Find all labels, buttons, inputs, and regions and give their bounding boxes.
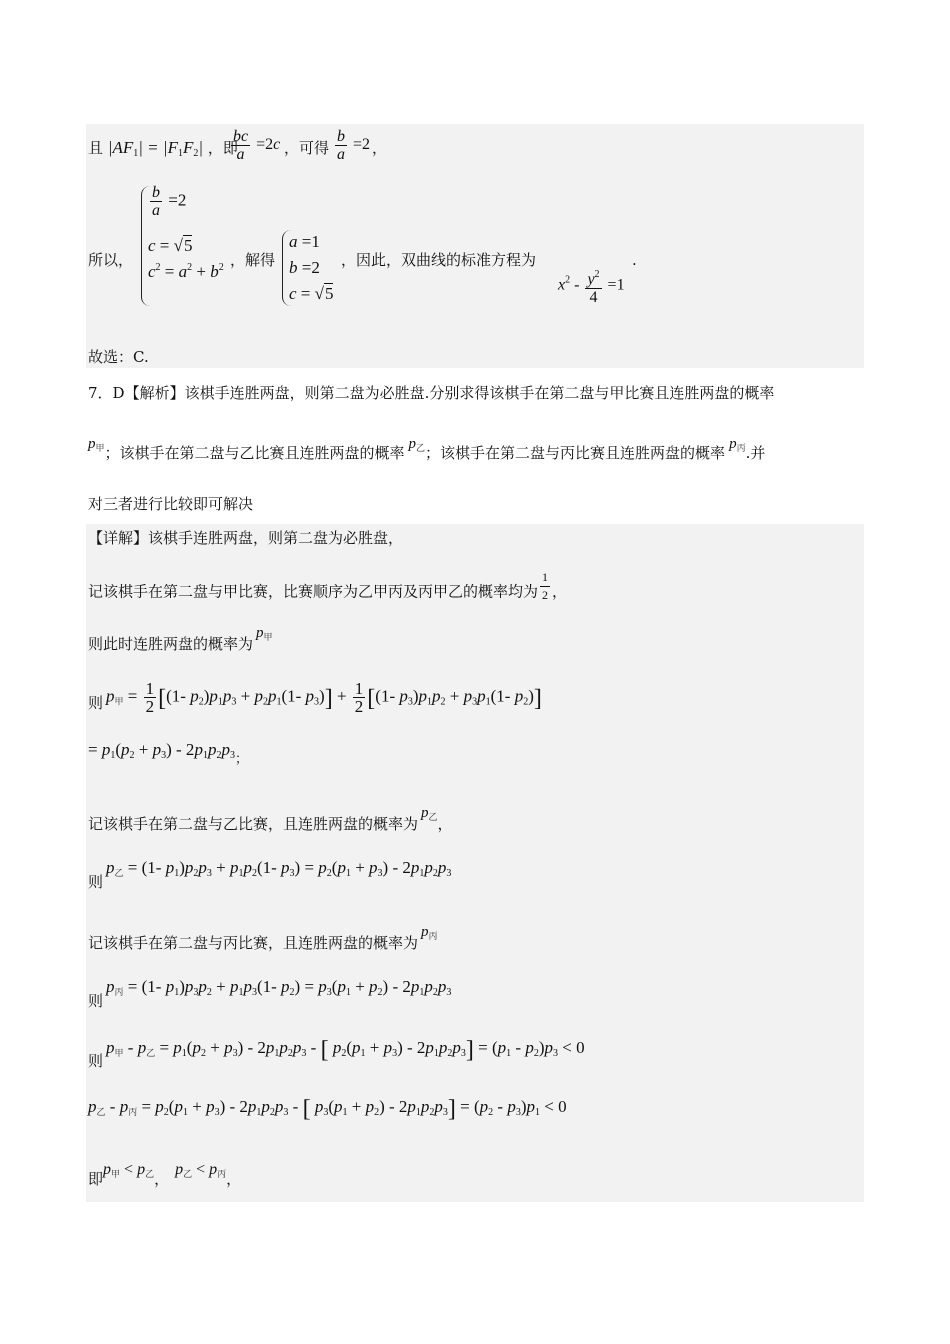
solution-line-1b: ，可得 xyxy=(284,139,330,157)
q7-analysis-line-1: 7．D【解析】该棋手连胜两盘，则第二盘为必胜盘.分别求得该棋手在第二盘与甲比赛且连胜两盘的概率 xyxy=(88,384,775,402)
detail-line-12: 即p甲 < p乙，p乙 < p丙， xyxy=(88,1161,242,1188)
solution-line-1: 且 $|AF_1| = |F_1F_2|$ ，即 xyxy=(88,138,238,159)
detail-line-10-label: 则 xyxy=(88,1052,104,1070)
detail-line-9-label: 则 xyxy=(88,992,104,1010)
formula-p-jia-simplified: = $p_1(p_2 + p_3) - 2p_1p_2p_{3;}$ xyxy=(88,740,248,767)
formula-diff-jia-yi: p甲 - p乙 = $p_1(p_2 + p_3) - 2p_1p_2p_3$ - [ $p_2(p_1 + p_3) - 2p_1p_2p_3] = (p_1 - p_2)p_3 < 0$ xyxy=(106,1037,585,1063)
solution-line-2-label: 所以， xyxy=(88,251,134,269)
formula-b-over-a: $\frac{b}{a}$ =2 xyxy=(337,128,371,163)
detail-line-4-label: 则 xyxy=(88,694,104,712)
detail-line-2: 记该棋手在第二盘与甲比赛，比赛顺序为乙甲丙及丙甲乙的概率均为 $\frac{1}{2}$ ， xyxy=(88,570,568,602)
detail-line-1: 【详解】该棋手连胜两盘，则第二盘为必胜盘， xyxy=(88,529,404,547)
formula-bc-over-a: $\frac{bc}{a}$ =2c xyxy=(233,128,281,163)
solution-line-2d: . xyxy=(632,251,637,269)
formula-p-jia: p甲 = $\frac{1}{2}$ [(1- $p_2)p_1p_3 + p_2p_1(1-$ $p_3$)] + $\frac{1}{2}$ [(1- $p_3)p_1p_2 + p_3p_1(1-$ $p_2$)] xyxy=(106,679,542,716)
equation-system-1: $\frac{b}{a}$ =2 c = √5 $c^2 = a^2 + b^2$ xyxy=(148,184,224,281)
formula-diff-yi-bing: p乙 - p丙 = $p_2(p_1 + p_3) - 2p_1p_2p_3$ - [ $p_3(p_1 + p_2) - 2p_1p_2p_3] = (p_2 - p_3)p_1 < 0$ xyxy=(88,1096,567,1122)
detail-line-6: 记该棋手在第二盘与乙比赛，且连胜两盘的概率为$p_乙$， xyxy=(88,805,453,833)
equation-system-2: a =1 b =2 c = √5 xyxy=(289,232,334,303)
answer-choice-line: 故选：C. xyxy=(88,348,149,366)
formula-p-bing: p丙 = (1- $p_1)p_3p_2 + p_1p_3(1-$ $p_2) = p_3(p_1 + p_2) - 2p_1p_2p_3$ xyxy=(106,977,452,998)
q7-analysis-line-2: $p_甲$；该棋手在第二盘与乙比赛且连胜两盘的概率 $p_乙$；该棋手在第二盘与丙比赛且连胜两盘的概率 $p_丙$.并 xyxy=(88,436,766,462)
solution-line-2b: ，解得 xyxy=(230,251,276,269)
formula-hyperbola: $x^2$ - $\frac{y^2}{4}$ =1 xyxy=(558,266,625,306)
detail-line-3: 则此时连胜两盘的概率为$p_甲$ xyxy=(88,625,273,653)
solution-line-1c: ， xyxy=(372,139,388,157)
detail-line-8: 记该棋手在第二盘与丙比赛，且连胜两盘的概率为$p_丙$ xyxy=(88,924,438,952)
detail-line-7-label: 则 xyxy=(88,873,104,891)
q7-analysis-line-3: 对三者进行比较即可解决 xyxy=(88,495,254,513)
formula-p-yi: p乙 = (1- $p_1)p_2p_3 + p_1p_2(1-$ $p_3) = p_2(p_1 + p_3) - 2p_1p_2p_3$ xyxy=(106,858,452,879)
solution-line-2c: ，因此，双曲线的标准方程为 xyxy=(341,251,537,269)
